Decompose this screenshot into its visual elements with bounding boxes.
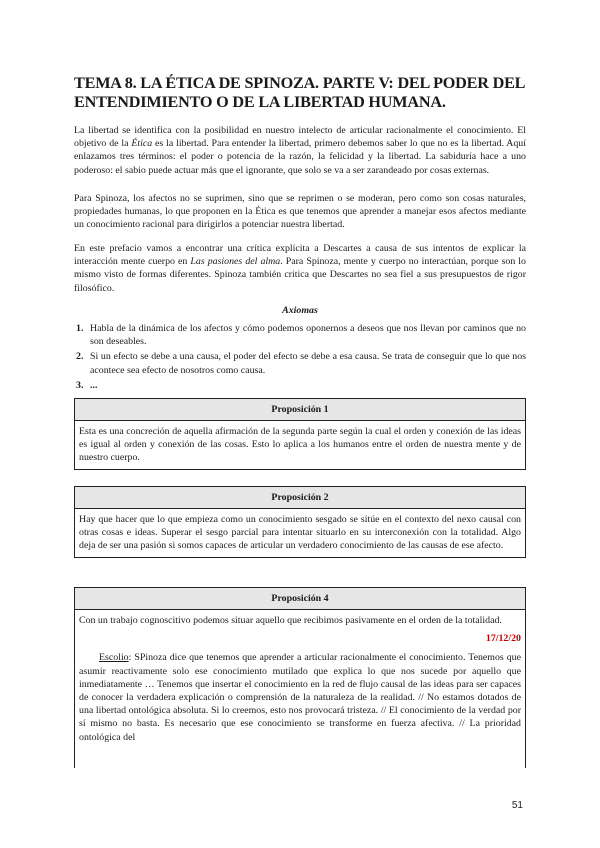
- axiom-item: [74, 322, 526, 348]
- proposition-body: Con un trabajo cognoscitivo podemos situar aquello que recibimos pasivamente en el orden de la totalidad.: [79, 615, 502, 626]
- proposition-2-box: [74, 486, 526, 558]
- axiomas-list: [74, 322, 526, 394]
- axiom-text: Habla de la dinámica de los afectos y cómo podemos oponernos a deseos que nos llevan por caminos que no son deseables.: [90, 323, 526, 348]
- proposition-1-box: [74, 398, 526, 470]
- page-number: 51: [511, 800, 523, 811]
- axiom-text: Si un efecto se debe a una causa, el poder del efecto se debe a esa causa. Se trata de conseguir que lo que nos acontece sea efecto de nosotros como causa.: [90, 351, 526, 376]
- escolio-text: : SPinoza dice que tenemos que aprender a articular racionalmente el conocimiento. Tenemos que asumir reactivamente solo ese conocimiento mutilado que explica lo que nos sucede por aquello que inmediatamente … Tenemos que insertar el conocimiento en la red de flujo causal de las ideas para ser capaces de conocer la verdadera explicación o comprensión de la naturaleza de la realidad. // No estamos dotados de una libertad ontológica absoluta. Si lo creemos, esto nos provocará tristeza. // El conocimiento de la verdad por sí mismo no basta. Es necesario que ese conocimiento se transforme en fuerza afectiva. // La prioridad ontológica del: [79, 652, 521, 743]
- paragraph-text: es la libertad. Para entender la libertad, primero debemos saber lo que no es la libertad. Aquí enlazamos tres términos: el poder o potencia de la razón, la felicidad y la libertad. La sabiduría hace a uno poderoso: el sabio puede actuar más que el ignorante, que solo se va a ser zarandeado por cosas externas.: [74, 138, 526, 176]
- page-title: TEMA 8. LA ÉTICA DE SPINOZA. PARTE V: DEL PODER DEL ENTENDIMIENTO O DE LA LIBERTAD HUMANA.: [74, 74, 525, 111]
- paragraph-text: . Para Spinoza, mente y cuerpo no interactúan, porque son lo mismo visto de formas diferentes. Spinoza también critica que Descartes no sea fiel a sus presupuestos de rigor filosófico.: [74, 256, 526, 294]
- paragraph-libertad: [74, 124, 526, 177]
- proposition-content: [75, 610, 525, 748]
- paragraph-afectos: Para Spinoza, los afectos no se suprimen, sino que se reprimen o se moderan, pero como son cosas naturales, propiedades humanas, lo que proponen en la Ética es que tenemos que aprender a manejar esos afectos mediante un conocimiento racional para dirigirlos a potenciar nuestra libertad.: [74, 193, 526, 231]
- axiom-number: 1.: [76, 323, 84, 334]
- date-stamp: 17/12/20: [485, 633, 521, 645]
- proposition-body: Hay que hacer que lo que empieza como un conocimiento sesgado se sitúe en el contexto del nexo causal con otras cosas e ideas. Superar el sesgo parcial para intentar situarlo en su interconexión con la totalidad. Algo deja de ser una pasión si somos capaces de articular un verdadero conocimiento de las causas de ese afecto.: [79, 514, 521, 552]
- proposition-heading: Proposición 2: [75, 487, 525, 509]
- proposition-4-box: [74, 587, 526, 768]
- proposition-heading: Proposición 4: [75, 588, 525, 610]
- escolio-paragraph: [79, 651, 521, 743]
- escolio-block: [79, 651, 521, 743]
- emphasis-etica: Ética: [131, 138, 153, 150]
- axiom-text: ...: [90, 379, 98, 391]
- proposition-body: Esta es una concreción de aquella afirmación de la segunda parte según la cual el orden y conexión de las ideas es igual al orden y conexión de las cosas. Esto lo aplica a los humanos entre el orden de nuestra mente y de nuestro cuerpo.: [79, 426, 521, 464]
- emphasis-pasiones: Las pasiones del alma: [190, 256, 281, 268]
- axiom-number: 3.: [76, 379, 84, 391]
- axiom-item: [74, 350, 526, 376]
- paragraph-prefacio: [74, 242, 526, 295]
- axiomas-heading: Axiomas: [282, 305, 318, 316]
- axiom-number: 2.: [76, 351, 84, 363]
- escolio-label: Escolio: [99, 652, 129, 664]
- paragraph-text: La libertad se identifica con la posibilidad en nuestro intelecto de articular racionalmente el conocimiento. El objetivo de la: [74, 125, 526, 150]
- proposition-heading: Proposición 1: [75, 399, 525, 421]
- axiom-item: [74, 379, 526, 392]
- paragraph-text: En este prefacio vamos a encontrar una crítica explícita a Descartes a causa de sus intentos de explicar la interacción mente cuerpo en: [74, 243, 526, 268]
